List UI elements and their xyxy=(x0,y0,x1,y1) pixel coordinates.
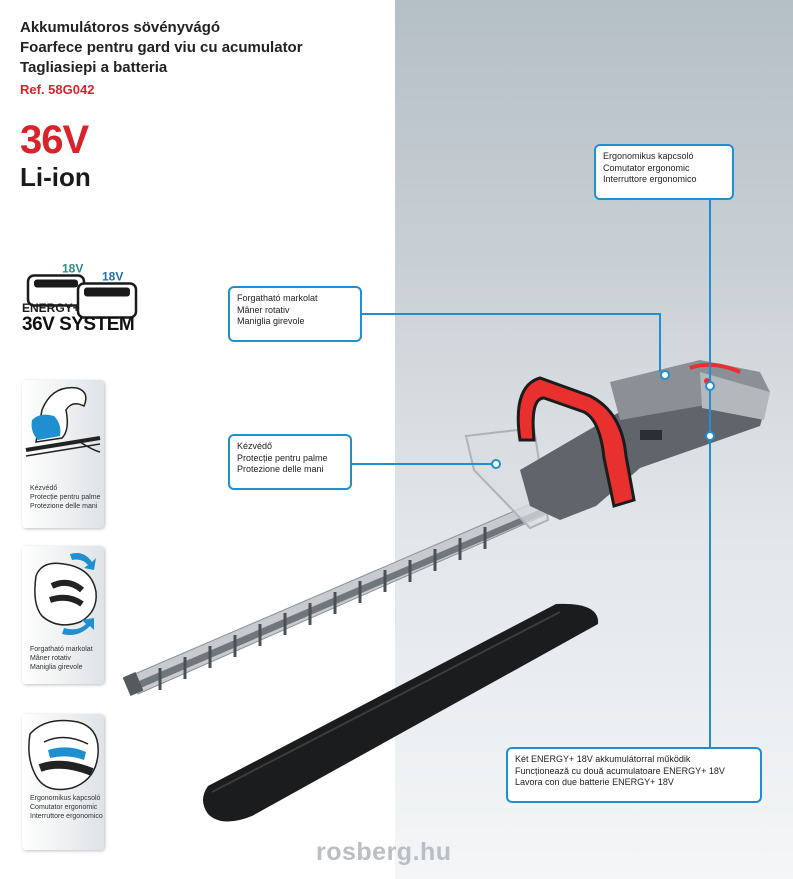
callout-line: Interruttore ergonomico xyxy=(603,174,697,184)
feature-caption-line: Comutator ergonomic xyxy=(30,804,98,811)
callout-line: Funcționează cu două acumulatoare ENERGY+ 18V xyxy=(515,765,725,776)
reference-number: Ref. 58G042 xyxy=(20,82,95,97)
feature-caption-line: Interruttore ergonomico xyxy=(30,813,103,820)
battery-right-voltage: 18V xyxy=(102,269,124,284)
callout-line: Maniglia girevole xyxy=(237,316,305,326)
feature-caption-line: Forgatható markolat xyxy=(30,646,93,653)
battery-type-label: Li-ion xyxy=(20,162,91,192)
feature-caption-line: Mâner rotativ xyxy=(30,655,71,662)
feature-caption-line: Protecție pentru palme xyxy=(30,494,101,501)
energy-plus-label: ENERGY+ xyxy=(22,301,80,315)
feature-caption-line: Protezione delle mani xyxy=(30,503,98,510)
callout-battery xyxy=(506,747,762,803)
callout-line: Mâner rotativ xyxy=(237,304,290,315)
callout-line: Lavora con due batterie ENERGY+ 18V xyxy=(515,777,674,787)
voltage-label: 36V xyxy=(20,118,89,162)
callout-line: Protezione delle mani xyxy=(237,464,324,474)
watermark: rosberg.hu xyxy=(316,838,452,866)
callout-hand-guard xyxy=(228,434,352,490)
battery-left-voltage: 18V xyxy=(62,261,84,276)
callout-line: Forgatható markolat xyxy=(237,293,318,303)
title-italian: Tagliasiepi a batteria xyxy=(20,59,168,76)
callout-line: Kézvédő xyxy=(237,441,273,451)
feature-caption-line: Ergonomikus kapcsoló xyxy=(30,795,101,802)
feature-caption-line: Maniglia girevole xyxy=(30,664,83,671)
title-hungarian: Akkumulátoros sövényvágó xyxy=(20,19,221,36)
energy-system-label: 36V SYSTEM xyxy=(22,314,135,335)
callout-line: Protecție pentru palme xyxy=(237,452,328,463)
callout-line: Comutator ergonomic xyxy=(603,162,690,173)
callout-rotating-handle xyxy=(228,286,362,342)
callout-ergonomic-switch xyxy=(594,144,734,200)
title-romanian: Foarfece pentru gard viu cu acumulator xyxy=(20,39,303,56)
feature-caption-line: Kézvédő xyxy=(30,485,58,492)
callout-line: Két ENERGY+ 18V akkumulátorral működik xyxy=(515,754,691,764)
callout-line: Ergonomikus kapcsoló xyxy=(603,151,694,161)
